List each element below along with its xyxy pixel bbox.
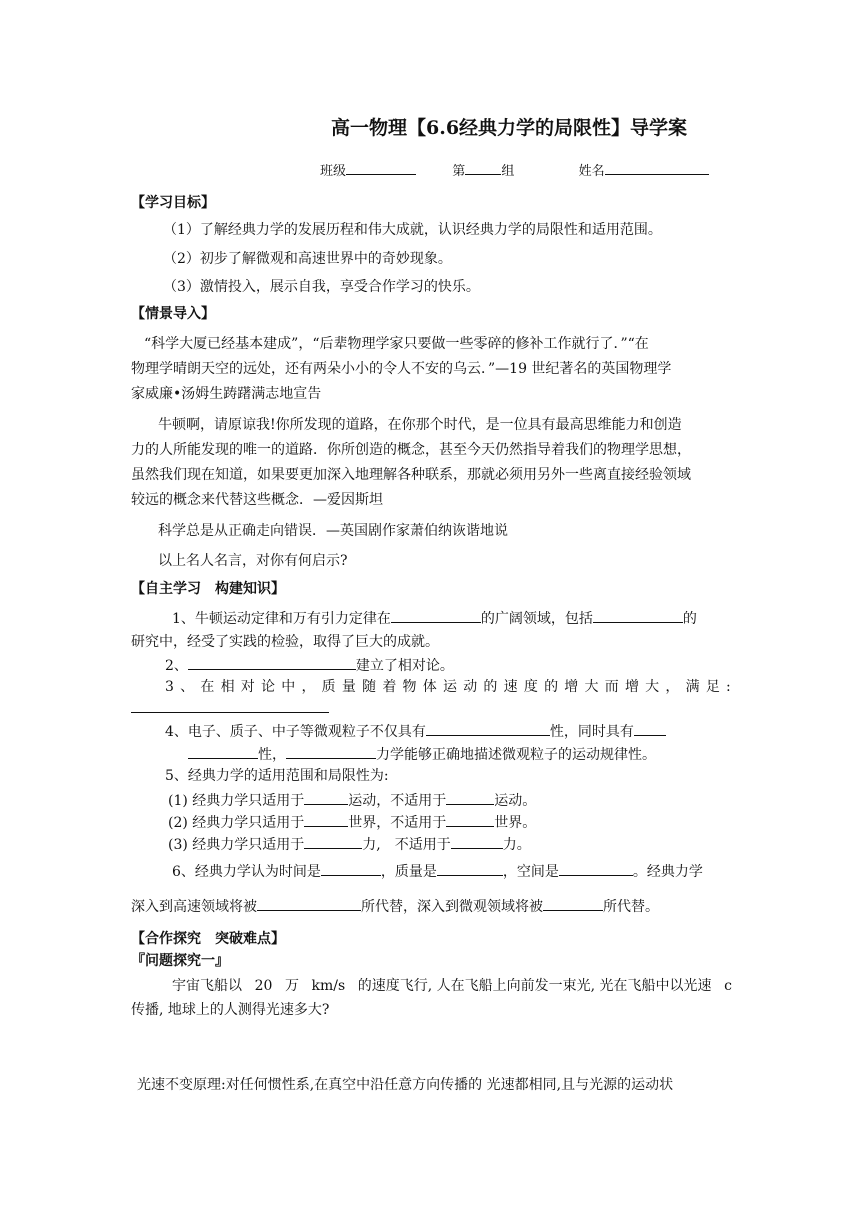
question-1-cont: 研究中，经受了实践的检验，取得了巨大的成就。 (131, 634, 439, 650)
question-6-cont: 深入到高速领域将被 所代替，深入到微观领域将被 所代替。 (131, 895, 659, 917)
question-2: 2、 建立了相对论。 (165, 654, 454, 676)
answer-blank[interactable] (391, 607, 481, 623)
question-5-1: (1) 经典力学只适用于 运动，不适用于 运动。 (168, 789, 536, 811)
inquiry-1-heading: 『问题探究一』 (131, 953, 229, 969)
question-5-2: (2) 经典力学只适用于 世界，不适用于 世界。 (168, 811, 536, 833)
group-blank[interactable] (465, 159, 501, 175)
answer-blank[interactable] (543, 895, 603, 911)
class-blank[interactable] (346, 159, 416, 175)
inquiry-1-question: 宇宙飞船以 20 万 km/s 的速度飞行, 人在飞船上向前发一束光, 光在飞船中以光速 c (172, 978, 732, 994)
question-6: 6、经典力学认为时间是 ，质量是 ，空间是 。经典力学 (172, 860, 703, 882)
answer-blank[interactable] (304, 811, 348, 827)
question-5-3: (3) 经典力学只适用于 力, 不适用于 力。 (168, 833, 531, 855)
intro-heading: 【情景导入】 (131, 306, 215, 322)
quote-2-line: 牛顿啊，请原谅我!你所发现的道路，在你那个时代，是一位具有最高思维能力和创造 (158, 417, 682, 433)
quote-2-line: 较远的概念来代替这些概念．—爱因斯坦 (131, 492, 383, 508)
coop-heading: 【合作探究 突破难点】 (131, 931, 285, 947)
quote-2-line: 力的人所能发现的唯一的道路．你所创造的概念，甚至今天仍然指导着我们的物理学思想， (131, 442, 691, 458)
answer-blank[interactable] (593, 607, 683, 623)
question-4-cont: 性， 力学能够正确地描述微观粒子的运动规律性。 (188, 743, 656, 765)
answer-blank[interactable] (634, 720, 666, 736)
answer-blank[interactable] (446, 789, 494, 805)
question-4: 4、电子、质子、中子等微观粒子不仅具有 性，同时具有 (165, 720, 666, 742)
question-3-blank[interactable] (131, 712, 329, 713)
question-1: 1、牛顿运动定律和万有引力定律在 的广阔领域，包括 的 (172, 607, 697, 629)
group-suffix: 组 (501, 164, 515, 179)
goal-item: （3）激情投入，展示自我，享受合作学习的快乐。 (163, 279, 480, 295)
quote-2-line: 虽然我们现在知道，如果要更加深入地理解各种联系，那就必须用另外一些离直接经验领域 (131, 467, 691, 483)
answer-blank[interactable] (304, 833, 362, 849)
quote-1-line: 家威廉•汤姆生踌躇满志地宣告 (131, 386, 322, 402)
group-prefix: 第 (452, 164, 466, 179)
answer-blank[interactable] (559, 860, 633, 876)
answer-blank[interactable] (257, 895, 361, 911)
question-3: 3 、 在 相 对 论 中 ， 质 量 随 着 物 体 运 动 的 速 度 的 增 大 而 增 大 ， 满 足 : (165, 679, 731, 695)
name-blank[interactable] (605, 159, 709, 175)
page-title: 高一物理【6.6经典力学的局限性】导学案 (331, 117, 688, 139)
goal-item: （1）了解经典力学的发展历程和伟大成就，认识经典力学的局限性和适用范围。 (163, 222, 662, 238)
answer-blank[interactable] (426, 720, 550, 736)
quote-1-line: “科学大厦已经基本建成”，“后辈物理学家只要做一些零碎的修补工作就行了．”“在 (144, 336, 649, 352)
principle-text: 光速不变原理:对任何惯性系,在真空中沿任意方向传播的 光速都相同,且与光源的运动状 (137, 1077, 674, 1093)
name-label: 姓名 (578, 164, 605, 179)
answer-blank[interactable] (304, 789, 348, 805)
class-label: 班级 (320, 164, 347, 179)
goals-heading: 【学习目标】 (131, 195, 215, 211)
answer-blank[interactable] (321, 860, 381, 876)
quote-3: 科学总是从正确走向错误．—英国剧作家萧伯纳诙谐地说 (158, 523, 508, 539)
self-study-heading: 【自主学习 构建知识】 (131, 581, 285, 597)
answer-blank[interactable] (451, 833, 503, 849)
quote-1-line: 物理学晴朗天空的远处，还有两朵小小的令人不安的乌云．”—19 世纪著名的英国物理学 (131, 361, 672, 377)
inquiry-1-question-cont: 传播, 地球上的人测得光速多大? (131, 1002, 330, 1018)
answer-blank[interactable] (286, 743, 376, 759)
answer-blank[interactable] (188, 743, 258, 759)
answer-blank[interactable] (188, 654, 356, 670)
question-5: 5、经典力学的适用范围和局限性为: (165, 768, 389, 784)
answer-blank[interactable] (446, 811, 494, 827)
student-info-row (320, 159, 709, 182)
intro-question: 以上名人名言，对你有何启示? (158, 553, 348, 569)
goal-item: （2）初步了解微观和高速世界中的奇妙现象。 (163, 251, 452, 267)
answer-blank[interactable] (437, 860, 503, 876)
